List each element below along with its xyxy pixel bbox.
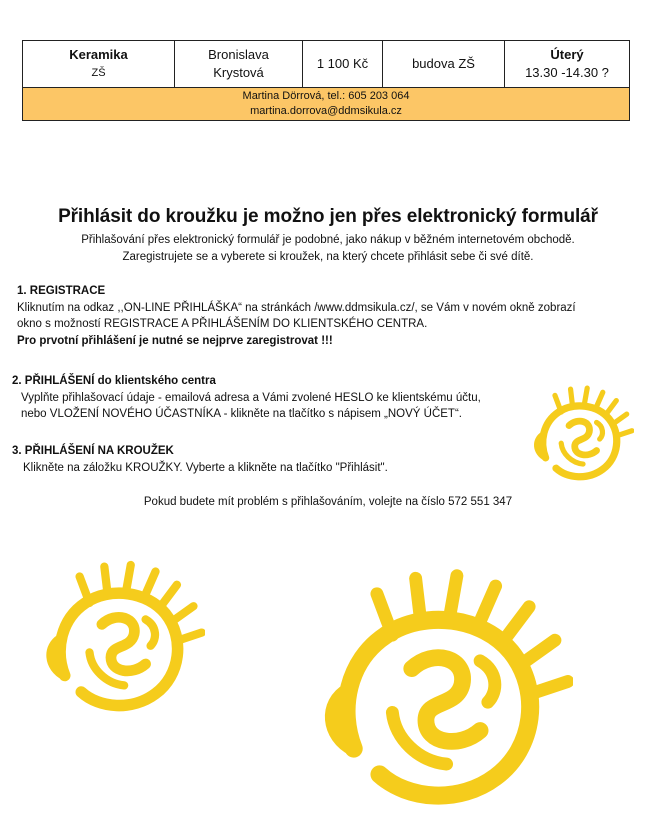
intro-line-2: Zaregistrujete se a vyberete si kroužek, na který chcete přihlásit sebe či své dítě. (122, 251, 534, 263)
course-name-cell (23, 41, 175, 88)
contact-row (23, 88, 630, 121)
course-name: Keramika (69, 47, 128, 62)
step-registration (12, 283, 576, 349)
schedule-cell (505, 41, 630, 88)
intro-text (0, 232, 656, 266)
sun-face-icon (40, 560, 205, 725)
contact-name-phone: Martina Dörrová, tel.: 605 203 064 (242, 90, 410, 102)
page-title: Přihlásit do kroužku je možno jen přes elektronický formulář (58, 206, 598, 227)
intro-line-1: Přihlašování přes elektronický formulář je podobné, jako nákup v běžném internetovém obchodě. (81, 234, 575, 246)
step-text-line: Vyplňte přihlašovací údaje - emailová adresa a Vámi zvolené HESLO ke klientskému účtu, (21, 391, 481, 404)
teacher-cell (175, 41, 303, 88)
teacher-last-name: Krystová (213, 65, 264, 80)
step-title: 1. REGISTRACE (17, 285, 106, 297)
step-login (12, 373, 481, 423)
sun-face-icon (315, 568, 573, 826)
step-warning: Pro prvotní přihlášení je nutné se nejprve zaregistrovat !!! (17, 334, 333, 347)
contact-cell (23, 88, 630, 121)
course-time: 13.30 -14.30 ? (525, 65, 609, 80)
sun-face-icon (530, 385, 634, 489)
step-title: 2. PŘIHLÁŠENÍ do klientského centra (12, 375, 216, 387)
step-text-line: okno s možností REGISTRACE A PŘIHLÁŠENÍM DO KLIENTSKÉHO CENTRA. (17, 318, 428, 330)
registration-info (0, 205, 656, 266)
support-phone-note: Pokud budete mít problém s přihlašováním, volejte na číslo 572 551 347 (143, 496, 513, 508)
place-cell: budova ZŠ (383, 41, 505, 88)
contact-email[interactable]: martina.dorrova@ddmsikula.cz (250, 105, 402, 117)
step-text-line: nebo VLOŽENÍ NOVÉHO ÚČASTNÍKA - klikněte na tlačítko s nápisem „NOVÝ ÚČET“. (21, 408, 462, 420)
step-text-line: Kliknutím na odkaz ,,ON-LINE PŘIHLÁŠKA“ na stránkách /www.ddmsikula.cz/, se Vám v novém okně zobrazí (17, 301, 576, 314)
price-cell: 1 100 Kč (303, 41, 383, 88)
step-text-line: Klikněte na záložku KROUŽKY. Vyberte a klikněte na tlačítko "Přihlásit". (23, 461, 388, 474)
teacher-first-name: Bronislava (208, 47, 269, 62)
course-day: Úterý (550, 47, 584, 62)
course-group: ZŠ (91, 67, 106, 79)
course-row (23, 41, 630, 88)
step-enroll (12, 443, 388, 476)
course-table (22, 40, 630, 121)
step-title: 3. PŘIHLÁŠENÍ NA KROUŽEK (12, 445, 174, 457)
